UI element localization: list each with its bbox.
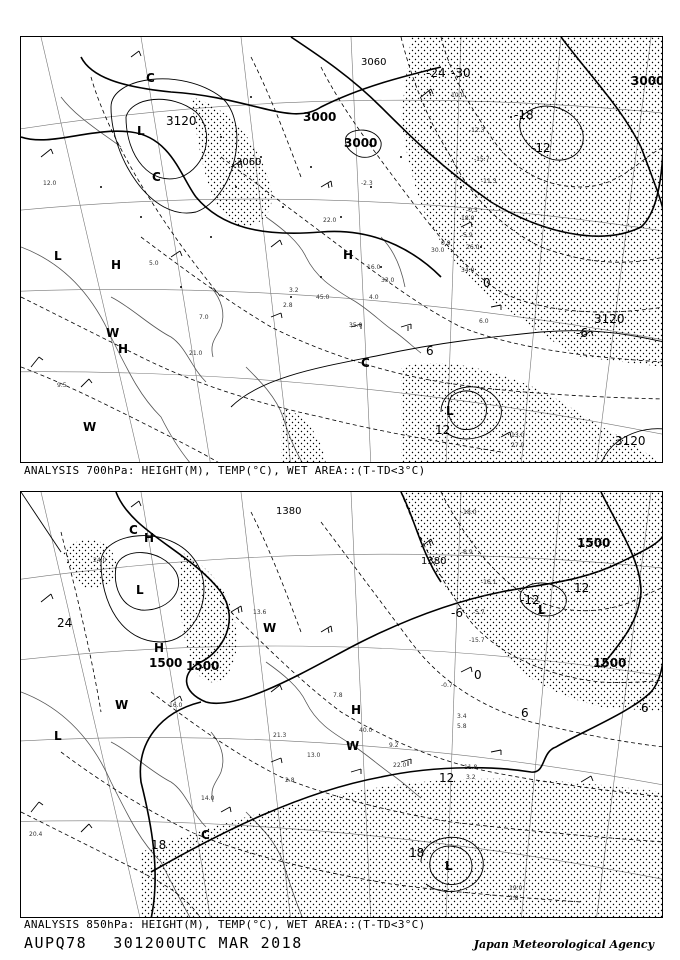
station-value: 3.2 bbox=[466, 774, 476, 781]
station-value: 24.0 bbox=[93, 557, 107, 564]
isotherm-label: -6 bbox=[576, 326, 588, 340]
map-panel-700hpa bbox=[20, 36, 663, 463]
high-center: H bbox=[118, 342, 129, 356]
low-center: L bbox=[445, 859, 453, 873]
station-value: -5.7 bbox=[473, 609, 485, 616]
station-value: 22.0 bbox=[393, 762, 407, 769]
station-value: 13.0 bbox=[307, 752, 321, 759]
pressure-systems-700 bbox=[54, 71, 454, 434]
isotherm-label: 6 bbox=[521, 706, 529, 720]
isotherm-label: 6 bbox=[641, 701, 649, 715]
height-label: 3000 bbox=[631, 74, 664, 88]
station-value: 4.0 bbox=[369, 294, 379, 301]
station-value: 11.8 bbox=[464, 764, 478, 771]
high-center: H bbox=[343, 248, 354, 262]
low-center: L bbox=[54, 249, 62, 263]
station-value: 10.0 bbox=[451, 92, 465, 99]
isotherm-label: -30 bbox=[451, 66, 471, 80]
height-label: 3060 bbox=[236, 157, 262, 168]
height-label: 3000 bbox=[303, 110, 337, 124]
isotherm-label: 0 bbox=[483, 276, 491, 290]
low-center: L bbox=[54, 729, 62, 743]
isotherm-label: 12 bbox=[435, 423, 451, 437]
station-value: 16.0 bbox=[367, 264, 381, 271]
isotherm-label: 18 bbox=[151, 838, 167, 852]
station-value: 3.2 bbox=[289, 287, 299, 294]
isotherm-label: 12 bbox=[574, 581, 590, 595]
station-value: 34.0 bbox=[461, 267, 475, 274]
station-value: 5.8 bbox=[457, 723, 467, 730]
station-value: 35.0 bbox=[349, 322, 363, 329]
station-value: 33.0 bbox=[381, 277, 395, 284]
chart-id: AUPQ78 bbox=[24, 934, 88, 952]
station-value: -8.9 bbox=[461, 549, 473, 556]
station-value: 19.0 bbox=[509, 885, 523, 892]
panel-caption-850hpa: ANALYSIS 850hPa: HEIGHT(M), TEMP(°C), WET AREA::(T-TD<3°C) bbox=[24, 918, 426, 931]
station-value: 14.0 bbox=[201, 795, 215, 802]
high-center: H bbox=[144, 531, 155, 545]
isotherm-label: -18 bbox=[514, 108, 534, 122]
station-value: 9.5 bbox=[57, 382, 67, 389]
station-value: 21.3 bbox=[273, 732, 287, 739]
low-center: L bbox=[446, 404, 454, 418]
station-value: 30.0 bbox=[431, 247, 445, 254]
warm-center: W bbox=[83, 420, 97, 434]
station-value: 40.0 bbox=[359, 727, 373, 734]
station-value: -12.3 bbox=[469, 127, 485, 134]
station-value: 16.0 bbox=[169, 702, 183, 709]
warm-center: W bbox=[263, 621, 277, 635]
isotherm-label: -12 bbox=[531, 141, 551, 155]
cold-center: C bbox=[201, 828, 210, 842]
station-value: -11.3 bbox=[481, 178, 497, 185]
chart-footer bbox=[24, 934, 329, 952]
cold-center: C bbox=[361, 356, 370, 370]
height-label: 1500 bbox=[186, 659, 220, 673]
isotherm-label: 18 bbox=[409, 846, 425, 860]
station-value: -16.1 bbox=[481, 579, 497, 586]
station-value: 12.0 bbox=[43, 180, 57, 187]
station-value: 45.0 bbox=[316, 294, 330, 301]
panel-caption-700hpa: ANALYSIS 700hPa: HEIGHT(M), TEMP(°C), WET AREA::(T-TD<3°C) bbox=[24, 464, 426, 477]
isotherm-label: 24 bbox=[57, 616, 73, 630]
isotherm-label: -6 bbox=[451, 606, 463, 620]
height-label: 1380 bbox=[421, 556, 447, 567]
height-label: 3000 bbox=[344, 136, 378, 150]
station-value: 2.8 bbox=[285, 777, 295, 784]
low-center: L bbox=[137, 124, 145, 138]
isotherm-label: 12 bbox=[439, 771, 455, 785]
high-center: H bbox=[154, 641, 165, 655]
station-value: 3.4 bbox=[457, 713, 467, 720]
map-panel-850hpa bbox=[20, 491, 663, 918]
issue-time: 301200UTC MAR 2018 bbox=[113, 934, 303, 952]
station-value: 5.0 bbox=[149, 260, 159, 267]
station-value: -5.9 bbox=[461, 232, 473, 239]
station-value: 20.4 bbox=[29, 831, 43, 838]
low-center: L bbox=[538, 603, 546, 617]
station-value: 13.6 bbox=[253, 609, 267, 616]
cold-center: C bbox=[146, 71, 155, 85]
station-value: 0.9 bbox=[441, 240, 451, 247]
map-850hpa-svg bbox=[21, 492, 663, 918]
high-center: H bbox=[111, 258, 122, 272]
station-value: 6.0 bbox=[479, 318, 489, 325]
station-value: 27.0 bbox=[511, 442, 525, 449]
cold-center: C bbox=[152, 170, 161, 184]
isotherm-label: -24 bbox=[426, 66, 446, 80]
warm-center: W bbox=[115, 698, 129, 712]
height-label: 3120 bbox=[166, 114, 197, 128]
station-value: -2.3 bbox=[361, 180, 373, 187]
height-label: 3060 bbox=[361, 57, 387, 68]
wet-areas bbox=[191, 37, 663, 463]
height-label: 3120 bbox=[615, 434, 646, 448]
station-value: 2.8 bbox=[283, 302, 293, 309]
station-value: 18.0 bbox=[461, 215, 475, 222]
station-value: 21.0 bbox=[189, 350, 203, 357]
station-value: 9.2 bbox=[389, 742, 399, 749]
warm-center: W bbox=[106, 326, 120, 340]
agency-name: Japan Meteorological Agency bbox=[473, 938, 654, 951]
high-center: H bbox=[351, 703, 362, 717]
station-value: -0.7 bbox=[441, 682, 453, 689]
height-label: 3120 bbox=[594, 312, 625, 326]
station-value: 13.0 bbox=[511, 432, 525, 439]
isotherm-label: 0 bbox=[474, 668, 482, 682]
station-value: -18.0 bbox=[461, 509, 477, 516]
height-label: 1500 bbox=[593, 656, 627, 670]
station-value: 7.0 bbox=[199, 314, 209, 321]
isotherm-label: 6 bbox=[426, 344, 434, 358]
station-value: 7.8 bbox=[333, 692, 343, 699]
station-value: 22.0 bbox=[323, 217, 337, 224]
station-value: -15.7 bbox=[469, 637, 485, 644]
station-value: 2.8 bbox=[509, 895, 519, 902]
station-value: 26.0 bbox=[466, 244, 480, 251]
cold-center: C bbox=[129, 523, 138, 537]
height-label: 1380 bbox=[276, 506, 302, 517]
station-value: -0.3 bbox=[466, 207, 478, 214]
map-700hpa-svg bbox=[21, 37, 663, 463]
station-value: -15.7 bbox=[474, 156, 490, 163]
warm-center: W bbox=[346, 739, 360, 753]
height-label: 1500 bbox=[577, 536, 611, 550]
height-label: 1500 bbox=[149, 656, 183, 670]
isotherm-label: -12 bbox=[520, 593, 540, 607]
low-center: L bbox=[136, 583, 144, 597]
